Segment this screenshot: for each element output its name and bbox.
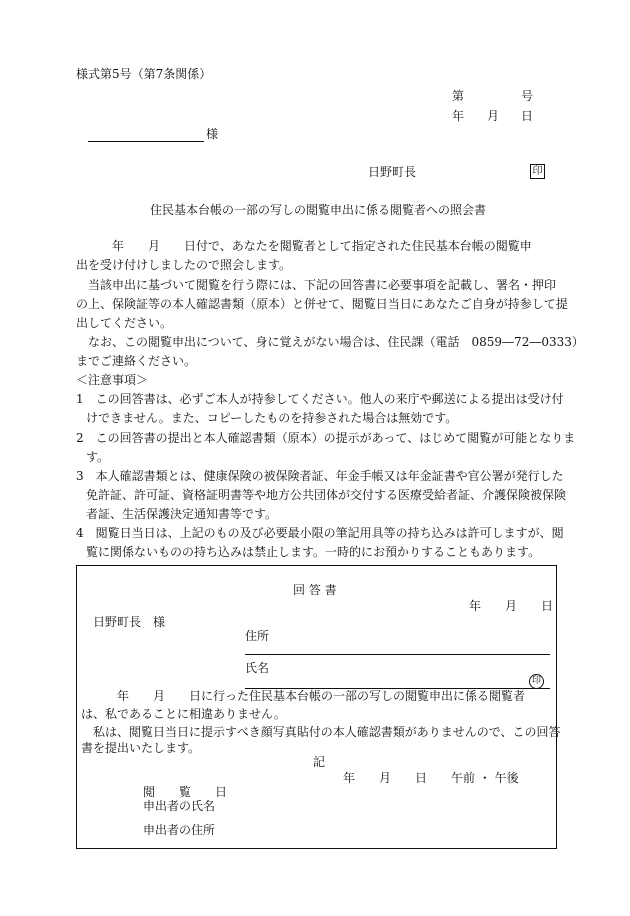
note-1-line1: 1 この回答書は、必ずご本人が持参してください。他人の来庁や郵送による提出は受け付	[76, 392, 564, 406]
reply-p1-line2: は、私であることに相違ありません。	[81, 707, 286, 721]
name-label: 氏名	[245, 661, 270, 675]
document-title: 住民基本台帳の一部の写しの閲覧申出に係る閲覧者への照会書	[150, 203, 487, 217]
reply-date-day: 日	[541, 599, 554, 613]
date-month-label: 月	[487, 109, 500, 123]
applicant-name-label: 申出者の氏名	[143, 799, 216, 813]
issuer-name: 日野町長	[368, 165, 417, 179]
note-2-line1: 2 この回答書の提出と本人確認書類（原本）の提示があって、はじめて閲覧が可能となりま	[76, 431, 576, 445]
addressee-name-line	[88, 141, 204, 142]
reply-p2-line2: 書を提出いたします。	[81, 741, 201, 755]
reply-title: 回 答 書	[293, 583, 337, 597]
note-1-line2: けできません。また、コピーしたものを持参された場合は無効です。	[86, 411, 458, 425]
number-label-dai: 第	[452, 89, 465, 103]
body-p1-line2: 出を受け付けしましたので照会します。	[76, 258, 292, 272]
note-4-line2: 覧に関係ないものの持ち込みは禁止します。一時的にお預かりすることもあります。	[86, 545, 541, 559]
notes-heading: ＜注意事項＞	[76, 373, 149, 387]
reply-addressee: 日野町長 様	[93, 615, 166, 629]
note-3-line2: 免許証、許可証、資格証明書等や地方公共団体が交付する医療受給者証、介護保険被保険	[86, 488, 567, 502]
ki-label: 記	[313, 755, 326, 769]
address-line	[245, 654, 550, 655]
view-date-label: 閲 覧 日	[143, 785, 228, 799]
reply-form-box	[76, 565, 561, 849]
reply-date-year: 年	[469, 599, 482, 613]
view-date-fields: 年 月 日 午前 ・ 午後	[343, 771, 519, 785]
form-id: 様式第5号（第7条関係）	[76, 67, 212, 81]
body-p3-line2: までご連絡ください。	[76, 354, 197, 368]
reply-p1-line1: 年 月 日に行った住民基本台帳の一部の写しの閲覧申出に係る閲覧者	[81, 689, 526, 703]
address-label: 住所	[245, 629, 270, 643]
reply-p2-line1: 私は、閲覧日当日に提示すべき顔写真貼付の本人確認書類がありませんので、この回答	[81, 725, 561, 739]
note-3-line1: 3 本人確認書類とは、健康保険の被保険者証、年金手帳又は年金証書や官公署が発行した	[76, 469, 564, 483]
addressee-suffix: 様	[206, 127, 219, 141]
note-4-line1: 4 閲覧日当日は、上記のもの及び必要最小限の筆記用具等の持ち込みは許可しますが、閲	[76, 526, 564, 540]
body-p2-line3: 出してください。	[76, 316, 173, 330]
number-label-go: 号	[521, 89, 534, 103]
body-p2-line1: 当該申出に基づいて閲覧を行う際には、下記の回答書に必要事項を記載し、署名・押印	[76, 278, 557, 292]
issuer-seal: 印	[530, 164, 545, 179]
reply-seal-icon: 印	[529, 674, 544, 689]
body-p3-line1: なお、この閲覧申出について、身に覚えがない場合は、住民課（電話 0859―72―0333）	[76, 335, 584, 349]
applicant-address-label: 申出者の住所	[143, 823, 216, 837]
date-year-label: 年	[452, 109, 465, 123]
date-day-label: 日	[521, 109, 534, 123]
body-p2-line2: の上、保険証等の本人確認書類（原本）と併せて、閲覧日当日にあなたご自身が持参して提	[76, 297, 568, 311]
note-3-line3: 者証、生活保護決定通知書等です。	[86, 507, 278, 521]
note-2-line2: す。	[86, 450, 110, 464]
reply-date-month: 月	[505, 599, 518, 613]
body-p1-line1: 年 月 日付で、あなたを閲覧者として指定された住民基本台帳の閲覧申	[76, 239, 532, 253]
